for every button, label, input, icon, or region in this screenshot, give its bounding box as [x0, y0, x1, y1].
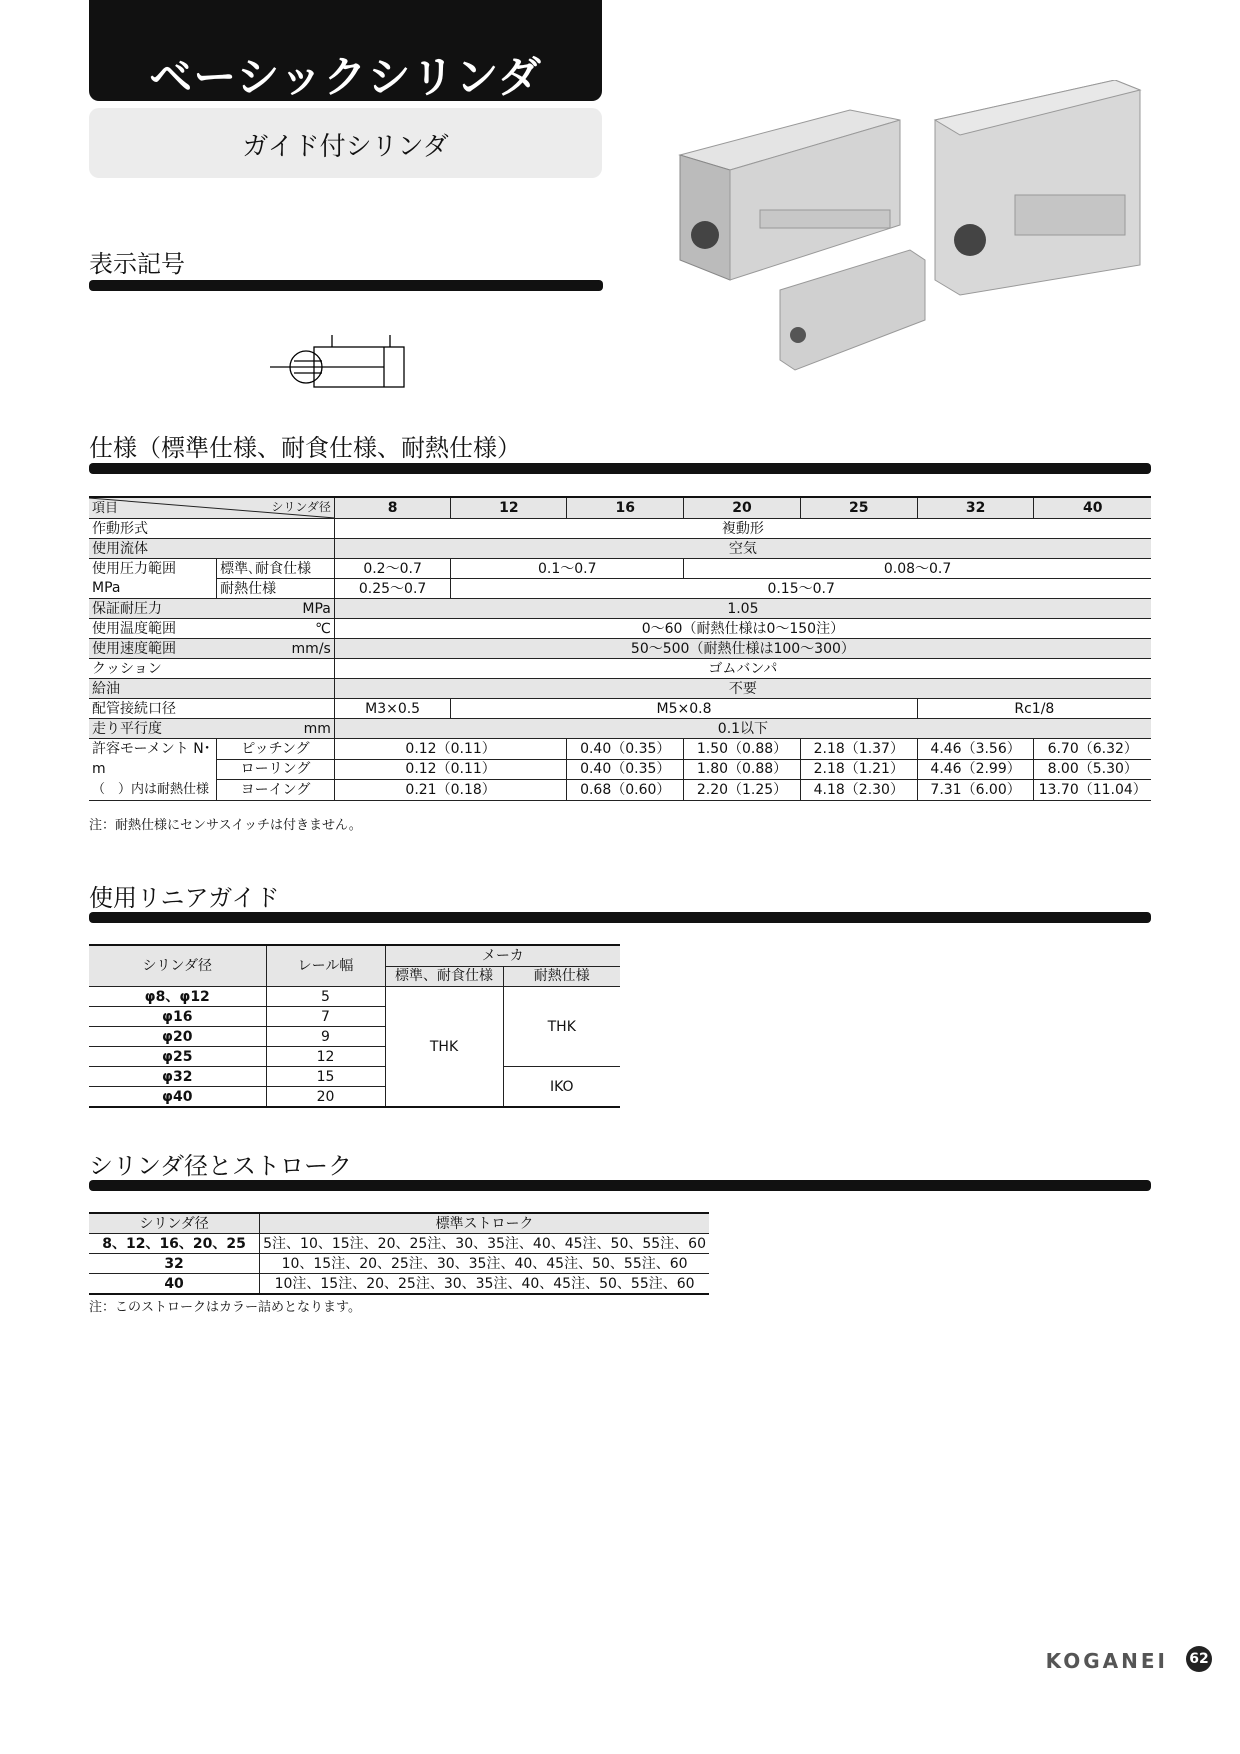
table-row: [89, 780, 1151, 801]
guide-rail: 12: [266, 1047, 385, 1067]
row-unit: mm/s: [217, 639, 335, 659]
moment-row-label: ローリング: [217, 759, 335, 780]
head-bore: シリンダ径: [89, 945, 266, 987]
stroke-values: 10、15注、20、25注、30、35注、40、45注、50、55注、60: [260, 1254, 709, 1274]
row-value: 0.1以下: [334, 719, 1151, 739]
table-row: [89, 759, 1151, 780]
table-row: [89, 679, 1151, 699]
bore-header: 32: [917, 497, 1034, 519]
bore-header: 8: [334, 497, 451, 519]
row-value: M5×0.8: [451, 699, 917, 719]
table-row: [89, 539, 1151, 559]
guide-rail: 9: [266, 1027, 385, 1047]
table-row: [89, 987, 620, 1007]
section-divider: [89, 280, 603, 291]
row-unit: mm: [217, 719, 335, 739]
head-item: 項目: [92, 501, 119, 516]
row-value: 7.31（6.00）: [917, 780, 1034, 801]
head-heat: 耐熱仕様: [503, 966, 620, 987]
table-row: [89, 579, 1151, 599]
stroke-bore: 40: [89, 1274, 260, 1295]
stroke-note: 注：このストロークはカラー詰めとなります。: [89, 1300, 361, 1315]
bore-header: 16: [567, 497, 684, 519]
table-row: [89, 599, 1151, 619]
row-value: 1.05: [334, 599, 1151, 619]
row-label: 使用圧力範囲: [92, 560, 176, 577]
guide-rail: 20: [266, 1087, 385, 1108]
row-unit: ℃: [217, 619, 335, 639]
section-title-stroke: シリンダ径とストローク: [89, 1152, 353, 1180]
row-value: 0.21（0.18）: [334, 780, 567, 801]
spec-header-row: [89, 497, 1151, 519]
section-divider: [89, 1180, 1151, 1191]
row-value: 0.08～0.7: [684, 559, 1151, 579]
head-bore: シリンダ径: [271, 500, 331, 514]
table-row: [89, 719, 1151, 739]
row-sublabel: 耐熱仕様: [217, 579, 335, 599]
guide-bore: φ40: [89, 1087, 266, 1108]
guide-rail: 7: [266, 1007, 385, 1027]
spec-note: 注：耐熱仕様にセンサスイッチは付きません。: [89, 818, 362, 833]
table-row: [89, 1067, 620, 1087]
row-value: 4.46（3.56）: [917, 739, 1034, 760]
row-value: 6.70（6.32）: [1034, 739, 1151, 760]
head-maker: メーカ: [385, 945, 620, 966]
section-divider: [89, 463, 1151, 474]
row-label: 使用速度範囲: [89, 639, 217, 659]
table-row: [89, 619, 1151, 639]
stroke-bore: 32: [89, 1254, 260, 1274]
guide-bore: φ32: [89, 1067, 266, 1087]
moment-note: （ ）内は耐熱仕様: [92, 782, 210, 797]
head-bore: シリンダ径: [89, 1213, 260, 1234]
row-value: ゴムバンパ: [334, 659, 1151, 679]
moment-label: 許容モーメント: [92, 741, 189, 757]
row-label: 保証耐圧力: [89, 599, 217, 619]
section-title-spec: 仕様（標準仕様、耐食仕様、耐熱仕様）: [89, 434, 521, 462]
row-value: 4.46（2.99）: [917, 759, 1034, 780]
table-row: [89, 639, 1151, 659]
row-value: 0.1～0.7: [451, 559, 684, 579]
moment-unit: N･m: [92, 741, 211, 777]
moment-row-label: ピッチング: [217, 739, 335, 760]
row-value: 8.00（5.30）: [1034, 759, 1151, 780]
product-photo: [670, 80, 1170, 380]
row-value: 0.2～0.7: [334, 559, 451, 579]
row-value: 0.12（0.11）: [334, 759, 567, 780]
row-value: 複動形: [334, 519, 1151, 539]
row-value: 不要: [334, 679, 1151, 699]
spec-table: [89, 496, 1151, 801]
row-value: M3×0.5: [334, 699, 451, 719]
row-value: 2.18（1.37）: [800, 739, 917, 760]
row-unit: MPa: [89, 579, 217, 599]
table-row: [89, 659, 1151, 679]
guide-std-maker: THK: [385, 987, 503, 1108]
page-subtitle: ガイド付シリンダ: [242, 132, 449, 162]
page-title: ベーシックシリンダ: [149, 53, 542, 103]
row-value: 0.40（0.35）: [567, 739, 684, 760]
head-rail: レール幅: [266, 945, 385, 987]
bore-header: 25: [800, 497, 917, 519]
stroke-table: [89, 1212, 709, 1295]
row-unit: MPa: [217, 599, 335, 619]
table-row: [89, 699, 1151, 719]
table-row: [89, 1274, 709, 1295]
bore-header: 12: [451, 497, 567, 519]
guide-rail: 5: [266, 987, 385, 1007]
bore-header: 20: [684, 497, 801, 519]
page-number: 62: [1186, 1646, 1212, 1672]
row-label: クッション: [89, 659, 334, 679]
row-value: 0.12（0.11）: [334, 739, 567, 760]
guide-bore: φ20: [89, 1027, 266, 1047]
table-row: [89, 559, 1151, 579]
stroke-bore: 8、12、16、20、25: [89, 1234, 260, 1254]
row-value: 4.18（2.30）: [800, 780, 917, 801]
moment-row-label: ヨーイング: [217, 780, 335, 801]
row-value: 1.50（0.88）: [684, 739, 801, 760]
guide-table: [89, 944, 620, 1108]
row-value: 0.40（0.35）: [567, 759, 684, 780]
cylinder-symbol: [270, 330, 415, 390]
guide-rail: 15: [266, 1067, 385, 1087]
section-divider: [89, 912, 1151, 923]
brand-logo: KOGANEI: [1045, 1649, 1168, 1673]
row-label: 走り平行度: [89, 719, 217, 739]
row-value: 0.25～0.7: [334, 579, 451, 599]
section-title-guide: 使用リニアガイド: [89, 884, 280, 912]
table-row: [89, 739, 1151, 760]
row-label: 給油: [89, 679, 334, 699]
stroke-values: 10注、15注、20、25注、30、35注、40、45注、50、55注、60: [260, 1274, 709, 1295]
row-value: 2.18（1.21）: [800, 759, 917, 780]
guide-bore: φ25: [89, 1047, 266, 1067]
bore-header: 40: [1034, 497, 1151, 519]
row-label: 作動形式: [89, 519, 334, 539]
head-std: 標準、耐食仕様: [385, 966, 503, 987]
row-value: 0～60（耐熱仕様は0～150注）: [334, 619, 1151, 639]
row-value: 13.70（11.04）: [1034, 780, 1151, 801]
head-stroke: 標準ストローク: [260, 1213, 709, 1234]
table-row: [89, 1234, 709, 1254]
row-label: 使用温度範囲: [89, 619, 217, 639]
row-value: 50～500（耐熱仕様は100～300）: [334, 639, 1151, 659]
row-sublabel: 標準､耐食仕様: [217, 559, 335, 579]
row-value: Rc1/8: [917, 699, 1151, 719]
row-value: 0.15～0.7: [451, 579, 1151, 599]
row-label: 配管接続口径: [89, 699, 334, 719]
row-value: 空気: [334, 539, 1151, 559]
table-row: [89, 1254, 709, 1274]
row-value: 1.80（0.88）: [684, 759, 801, 780]
row-value: 2.20（1.25）: [684, 780, 801, 801]
row-value: 0.68（0.60）: [567, 780, 684, 801]
guide-heat-maker: THK: [503, 987, 620, 1067]
table-row: [89, 519, 1151, 539]
guide-heat-maker: IKO: [503, 1067, 620, 1108]
guide-bore: φ8、φ12: [89, 987, 266, 1007]
section-title-symbol: 表示記号: [89, 250, 185, 278]
row-label: 使用流体: [89, 539, 334, 559]
stroke-values: 5注、10、15注、20、25注、30、35注、40、45注、50、55注、60: [260, 1234, 709, 1254]
guide-bore: φ16: [89, 1007, 266, 1027]
